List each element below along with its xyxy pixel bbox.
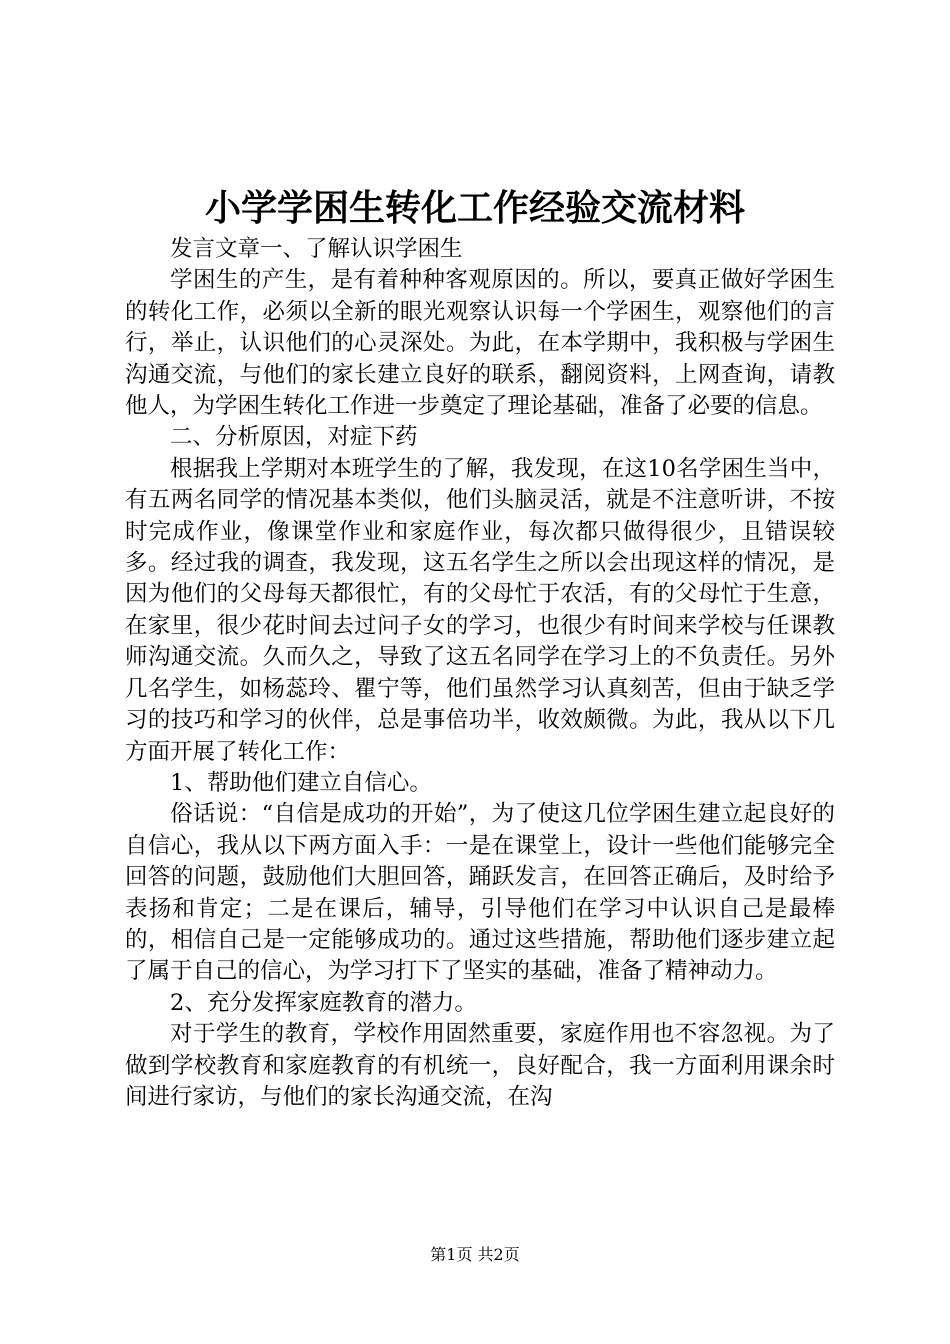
paragraph-subheading-1: 1、帮助他们建立自信心。 (170, 769, 432, 796)
paragraph-subheading-2: 2、充分发挥家庭教育的潜力。 (170, 989, 477, 1016)
paragraph: 俗话说：“自信是成功的开始”，为了使这几位学困生建立起良好的自信心，我从以下两方面入手：一是在课堂上，设计一些他们能够完全回答的问题，鼓励他们大胆回答，踊跃发言，在回答正确后，及时给予表扬和肯定；二是在课后，辅导，引导他们在学习中认识自己是最棒的，相信自己是一定能够成功的。通过这些措施，帮助他们逐步建立起了属于自己的信心，为学习打下了坚实的基础，准备了精神动力。 (125, 801, 835, 985)
paragraph-heading-1: 发言文章一、了解认识学困生 (170, 236, 463, 262)
document-body (125, 234, 835, 1113)
paragraph: 学困生的产生，是有着种种客观原因的。所以，要真正做好学困生的转化工作，必须以全新的眼光观察认识每一个学困生，观察他们的言行，举止，认识他们的心灵深处。为此，在本学期中，我积极与学困生沟通交流，与他们的家长建立良好的联系，翻阅资料，上网查询，请教他人，为学困生转化工作进一步奠定了理论基础，准备了必要的信息。 (125, 267, 835, 420)
page-footer: 第1页 共2页 (430, 1245, 520, 1264)
paragraph-heading-2: 二、分析原因，对症下药 (170, 424, 418, 451)
document-title: 小学学困生转化工作经验交流材料 (204, 187, 745, 229)
paragraph: 对于学生的教育，学校作用固然重要，家庭作用也不容忽视。为了做到学校教育和家庭教育的有机统一，良好配合，我一方面利用课余时间进行家访，与他们的家长沟通交流，在沟 (125, 1021, 835, 1110)
paragraph: 根据我上学期对本班学生的了解，我发现，在这10名学困生当中，有五两名同学的情况基本类似，他们头脑灵活，就是不注意听讲，不按时完成作业，像课堂作业和家庭作业，每次都只做得很少，且错误较多。经过我的调查，我发现，这五名学生之所以会出现这样的情况，是因为他们的父母每天都很忙，有的父母忙于农活，有的父母忙于生意，在家里，很少花时间去过问子女的学习，也很少有时间来学校与任课教师沟通交流。久而久之，导致了这五名同学在学习上的不负责任。另外几名学生，如杨蕊玲、瞿宁等，他们虽然学习认真刻苦，但由于缺乏学习的技巧和学习的伙伴，总是事倍功半，收效颇微。为此，我从以下几方面开展了转化工作： (125, 455, 835, 765)
